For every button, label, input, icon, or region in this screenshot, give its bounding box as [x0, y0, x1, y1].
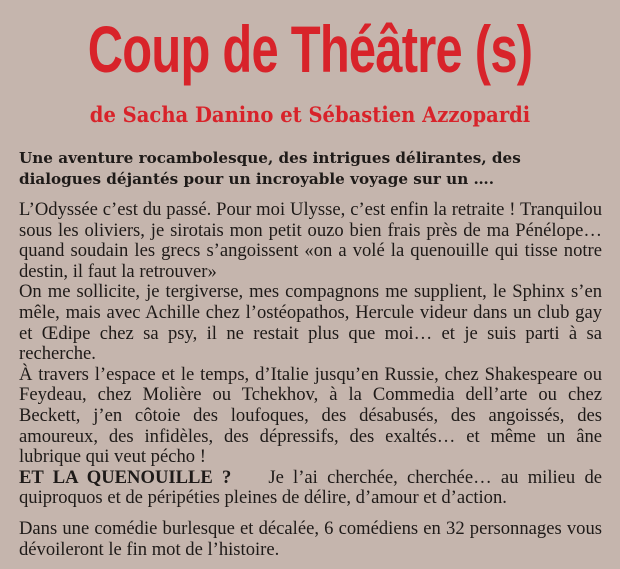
synopsis-paragraph-2: On me sollicite, je tergiverse, mes compagnons me supplient, le Sphinx s’en mêle, mais avec Achille chez l’ostéopathos, Hercule videur dans un club gay et Œdipe chez sa psy, il ne restait plus que moi… et je suis parti à sa recherche.	[19, 281, 602, 365]
closing-paragraph: Dans une comédie burlesque et décalée, 6 comédiens en 32 personnages vous dévoileront le fin mot de l’histoire.	[19, 517, 602, 560]
quest-paragraph	[19, 468, 602, 509]
lead-text: Une aventure rocambolesque, des intrigues délirantes, des dialogues déjantés pour un incroyable voyage sur un ….	[19, 149, 521, 188]
quest-heading: ET LA QUENOUILLE ?	[19, 466, 232, 488]
synopsis-paragraph-3: À travers l’espace et le temps, d’Italie jusqu’en Russie, chez Shakespeare ou Feydeau, chez Molière ou Tchekhov, à la Commedia dell’arte ou chez Beckett, j’en côtoie des loufoques, des désabusés, des angoissés, des amoureux, des infidèles, des dépressifs, des exaltés… et même un âne lubrique qui veut pécho !	[19, 363, 602, 468]
play-authors: de Sacha Danino et Sébastien Azzopardi	[89, 102, 531, 127]
synopsis	[19, 200, 602, 560]
quest-text: Je l’ai cherchée, cherchée… au milieu de quiproquos et de péripéties pleines de délire, d’amour et d’action.	[19, 466, 602, 509]
play-title: Coup de Théâtre (s)	[87, 12, 533, 86]
synopsis-paragraph-1: L’Odyssée c’est du passé. Pour moi Ulysse, c’est enfin la retraite ! Tranquilou sous les oliviers, je sirotais mon petit ouzo bien frais près de ma Pénélope… quand soudain les grecs s’angoissent «on a volé la quenouille qui tisse notre destin, il faut la retrouver»	[19, 199, 602, 282]
